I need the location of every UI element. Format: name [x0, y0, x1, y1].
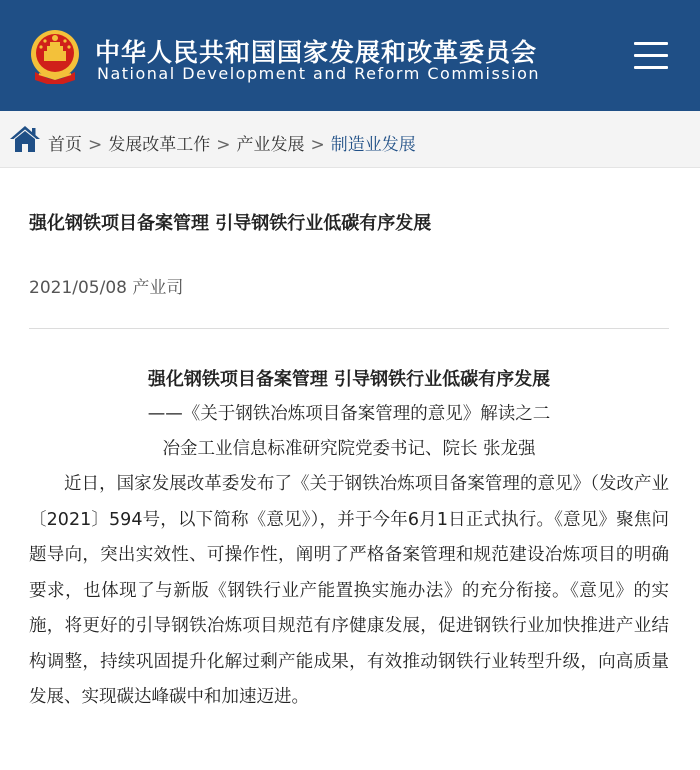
- breadcrumb-separator: >: [88, 135, 103, 155]
- article-body: [29, 362, 669, 716]
- menu-bar: [634, 66, 668, 69]
- breadcrumb-industry-development[interactable]: 产业发展: [236, 135, 305, 155]
- content-paragraph: 近日，国家发展改革委发布了《关于钢铁冶炼项目备案管理的意见》（发改产业〔2021〕594号，以下简称《意见》），并于今年6月1日正式执行。《意见》聚焦问题导向，突出实效性、可操作性，阐明了严格备案管理和规范建设冶炼项目的明确要求，也体现了与新版《钢铁行业产能置换实施办法》的充分衔接。《意见》的实施，将更好的引导钢铁冶炼项目规范有序健康发展，促进钢铁行业加快推进产业结构调整，持续巩固提升化解过剩产能成果，有效推动钢铁行业转型升级，向高质量发展、实现碳达峰碳中和加速迈进。: [29, 474, 669, 707]
- breadcrumb: [0, 111, 700, 168]
- content-title: 强化钢铁项目备案管理 引导钢铁行业低碳有序发展: [147, 369, 551, 390]
- site-title-cn[interactable]: 中华人民共和国国家发展和改革委员会: [95, 38, 538, 67]
- breadcrumb-development-reform[interactable]: 发展改革工作: [108, 135, 211, 155]
- site-title-en[interactable]: National Development and Reform Commission: [97, 64, 540, 83]
- content-subtitle: ——《关于钢铁冶炼项目备案管理的意见》解读之二: [147, 404, 551, 424]
- menu-bar: [634, 42, 668, 45]
- breadcrumb-separator: >: [216, 135, 231, 155]
- hamburger-menu-icon[interactable]: [634, 42, 668, 70]
- divider: [29, 328, 669, 329]
- breadcrumb-separator: >: [310, 135, 325, 155]
- article-title: 强化钢铁项目备案管理 引导钢铁行业低碳有序发展: [29, 213, 432, 234]
- breadcrumb-home[interactable]: 首页: [48, 135, 82, 155]
- breadcrumb-trail: [48, 130, 416, 155]
- site-header: [0, 0, 700, 111]
- menu-bar: [634, 54, 668, 57]
- article-meta: 2021/05/08 产业司: [29, 278, 184, 298]
- content-author: 冶金工业信息标准研究院党委书记、院长 张龙强: [162, 439, 536, 459]
- breadcrumb-manufacturing[interactable]: 制造业发展: [330, 135, 416, 155]
- national-emblem-icon[interactable]: [29, 28, 81, 86]
- home-icon[interactable]: [9, 125, 41, 153]
